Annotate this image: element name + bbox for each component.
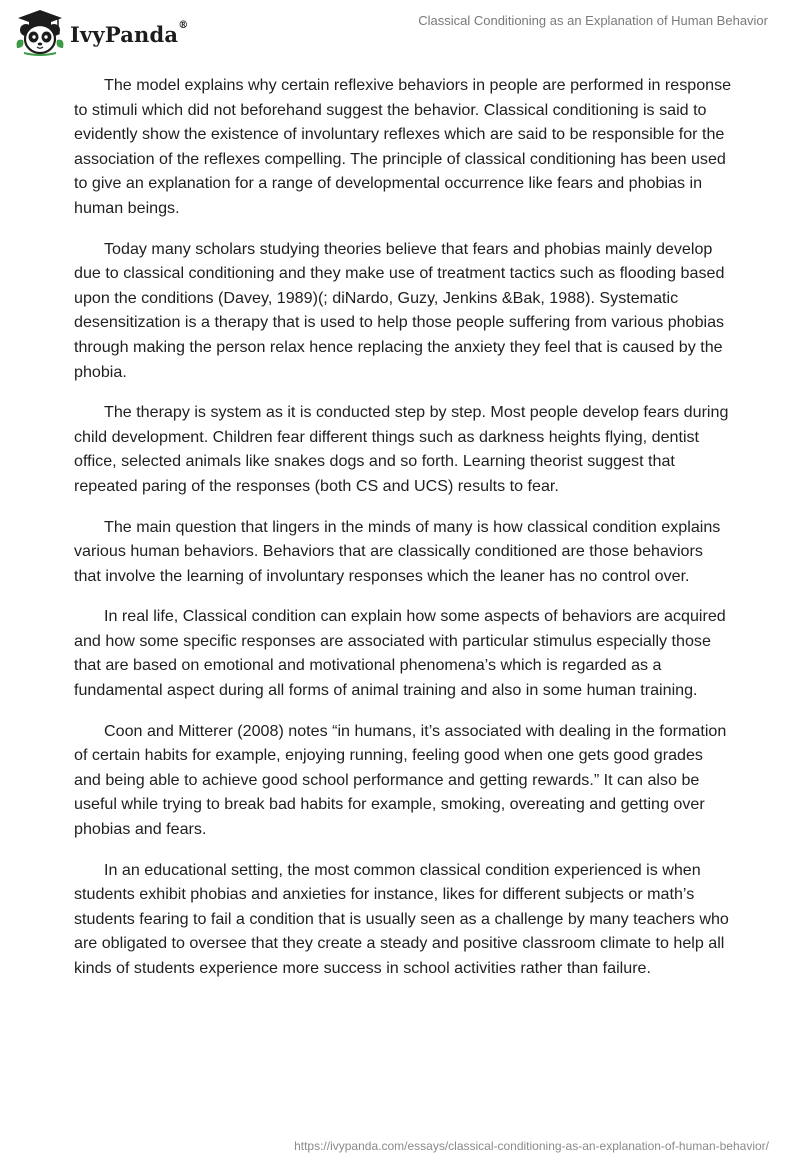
running-title: Classical Conditioning as an Explanation of Human Behavior: [418, 13, 768, 28]
brand-name-text: IvyPanda: [70, 21, 179, 47]
brand-logo[interactable]: [14, 8, 188, 56]
paragraph: In an educational setting, the most common classical condition experienced is when students exhibit phobias and anxieties for instance, likes for different subjects or math’s students fearing to fail a condition that is usually seen as a challenge by many teachers who are obligated to oversee that they create a steady and positive classroom climate to help all kinds of students experience more success in school activities rather than failure.: [74, 860, 729, 977]
paragraph: The therapy is system as it is conducted step by step. Most people develop fears during child development. Children fear different things such as darkness heights flying, dentist office, selected animals like snakes dogs and so forth. Learning theorist suggest that repeated paring of the responses (both CS and UCS) results to fear.: [74, 403, 729, 495]
essay-body: [74, 73, 734, 997]
page-header: [0, 0, 800, 70]
panda-graduate-icon: [14, 8, 66, 56]
registered-mark: ®: [178, 19, 189, 31]
paragraph: The model explains why certain reflexive behaviors in people are performed in response to stimuli which did not beforehand suggest the behavior. Classical conditioning is said to evidently show the existence of involuntary reflexes which are said to be responsible for the association of the reflexes compelling. The principle of classical conditioning has been used to give an explanation for a range of developmental occurrence like fears and phobias in human beings.: [74, 76, 732, 217]
paragraph: In real life, Classical condition can explain how some aspects of behaviors are acquired and how some specific responses are associated with particular stimulus especially those that are based on emotional and motivational phenomena’s which is regarded as a fundamental aspect during all forms of animal training and also in some human training.: [74, 607, 726, 700]
source-url[interactable]: https://ivypanda.com/essays/classical-conditioning-as-an-explanation-of-human-behavior/: [294, 1139, 769, 1153]
paragraph: Today many scholars studying theories believe that fears and phobias mainly develop due to classical conditioning and they make use of treatment tactics such as flooding based upon the conditions (Davey, 1989)(; diNardo, Guzy, Jenkins &Bak, 1988). Systematic desensitization is a therapy that is used to help those people suffering from various phobias through making the person relax hence replacing the anxiety they feel that is caused by the phobia.: [74, 239, 725, 381]
paragraph: Coon and Mitterer (2008) notes “in humans, it’s associated with dealing in the formation of certain habits for example, enjoying running, feeling good when one gets good grades and being able to achieve good school performance and getting rewards.” It can also be useful while trying to break bad habits for example, smoking, overeating and getting over phobias and fears.: [74, 721, 727, 839]
brand-name: [70, 19, 189, 47]
paragraph: The main question that lingers in the minds of many is how classical condition explains various human behaviors. Behaviors that are classically conditioned are those behaviors that involve the learning of involuntary responses which the leaner has no control over.: [74, 517, 721, 585]
